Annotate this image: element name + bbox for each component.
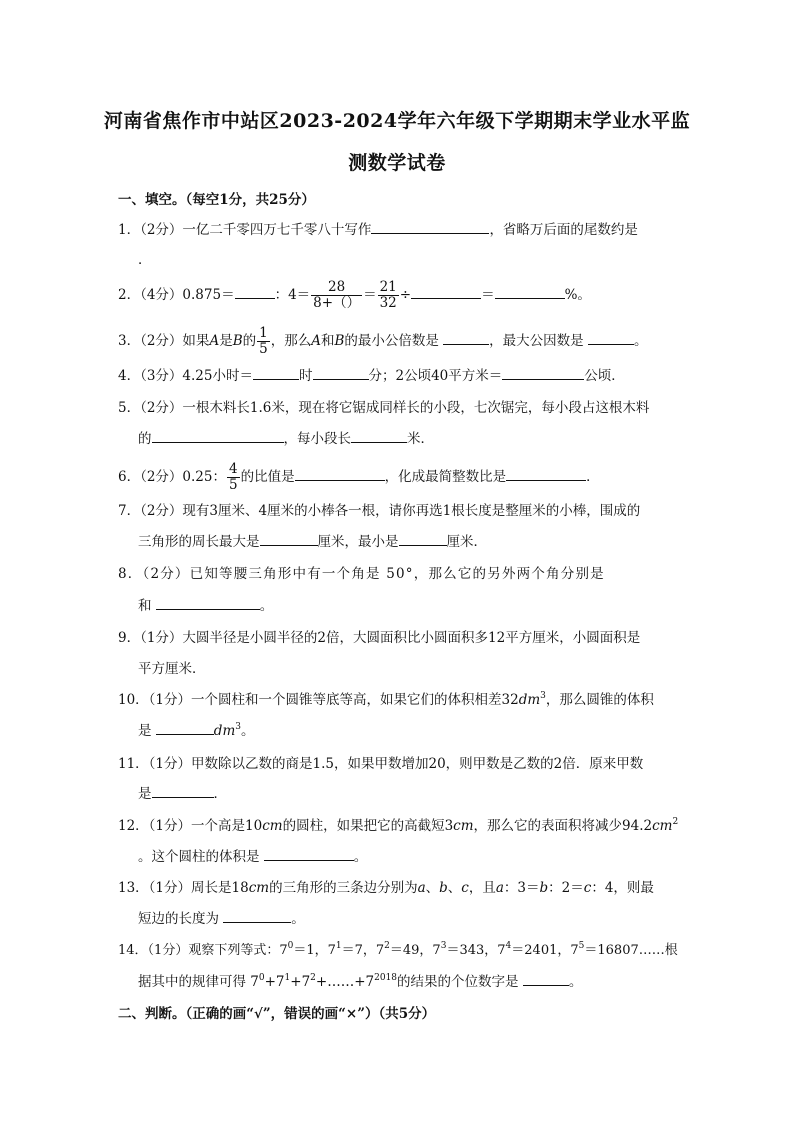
answer-blank[interactable] — [152, 783, 214, 798]
answer-blank[interactable] — [156, 720, 214, 735]
answer-blank[interactable] — [351, 428, 407, 443]
answer-blank[interactable] — [223, 908, 291, 923]
answer-blank[interactable] — [495, 284, 565, 299]
question-10: 10．（1分）一个圆柱和一个圆锥等底等高，如果它们的体积相差$32dm^3$，那么圆锥的体积 — [118, 691, 654, 708]
answer-blank[interactable] — [313, 365, 369, 380]
question-14-cont: 据其中的规律可得 $7^0+7^1+7^2+\dots\dots+7^{2018}$的结果的个位数字是 。 — [138, 973, 583, 990]
question-10-cont: 是 $dm^3$。 — [138, 722, 255, 739]
fraction: $\frac{28}{8+()}$ — [313, 279, 361, 311]
question-14: 14．（1分）观察下列等式：$7^0=1$，$7^1=7$，$7^2=49$，$7^3=343$，$7^4=2401$，$7^5=16807\dots\dots$根 — [118, 941, 678, 958]
question-5: 5．（2分）一根木料长1.6米，现在将它锯成同样长的小段，七次锯完，每小段占这根木料 — [118, 400, 650, 416]
answer-blank[interactable] — [502, 365, 584, 380]
answer-blank[interactable] — [264, 846, 354, 861]
question-1: 1．（2分）一亿二千零四万七千零八十写作 ，省略万后面的尾数约是 — [118, 218, 638, 238]
fraction: $\frac{1}{5}$ — [259, 325, 268, 357]
answer-blank[interactable] — [156, 595, 260, 610]
answer-blank[interactable] — [371, 219, 489, 234]
question-2: 2．（4分）0.875＝ ：4＝ $\frac{28}{8+()}$ ＝ $\frac{21}{32}$ ÷ ＝ %。 — [118, 279, 591, 311]
answer-blank[interactable] — [235, 284, 275, 299]
question-8-cont: 和 。 — [138, 594, 273, 614]
question-6: 6．（2分）0.25： $\frac{4}{5}$ 的比值是 ，化成最简整数比是 ． — [118, 461, 600, 493]
answer-blank[interactable] — [443, 330, 489, 345]
question-11: 11．（1分）甲数除以乙数的商是1.5，如果甲数增加20，则甲数是乙数的2倍．原来甲数 — [118, 756, 644, 772]
answer-blank[interactable] — [399, 531, 447, 546]
question-1-cont: ． — [138, 252, 152, 268]
question-11-cont: 是 ． — [138, 782, 227, 802]
question-7-cont: 三角形的周长最大是 厘米，最小是 厘米． — [138, 530, 487, 550]
answer-blank[interactable] — [152, 428, 284, 443]
answer-blank[interactable] — [523, 971, 569, 986]
answer-blank[interactable] — [506, 466, 586, 481]
question-7: 7．（2分）现有3厘米、4厘米的小棒各一根，请你再选1根长度是整厘米的小棒，围成的 — [118, 503, 641, 519]
question-12-cont: 。这个圆柱的体积是 。 — [138, 845, 367, 865]
question-4: 4．（3分）4.25小时＝ 时 分；2公顷40平方米＝ 公顷． — [118, 364, 625, 384]
question-9-cont: 平方厘米． — [138, 661, 206, 677]
answer-blank[interactable] — [411, 284, 481, 299]
fraction: $\frac{21}{32}$ — [379, 279, 397, 311]
section-heading-true-false: 二、判断。（正确的画“√”，错误的画“×”）（共5分） — [118, 1006, 436, 1022]
question-13-cont: 短边的长度为 。 — [138, 907, 305, 927]
question-13: 13．（1分）周长是18cm的三角形的三条边分别为a、b、c，且a：3＝b：2＝c：4，则最 — [118, 880, 654, 896]
section-heading-fill-in: 一、填空。（每空1分，共25分） — [118, 192, 315, 208]
answer-blank[interactable] — [295, 466, 385, 481]
page-title-line2: 测数学试卷 — [348, 152, 446, 174]
answer-blank[interactable] — [260, 531, 318, 546]
question-5-cont: 的 ，每小段长 米． — [138, 427, 434, 447]
answer-blank[interactable] — [253, 365, 299, 380]
question-8: 8．（2分）已知等腰三角形中有一个角是 50°，那么它的另外两个角分别是 — [118, 566, 605, 582]
page-title-line1: 河南省焦作市中站区2023-2024学年六年级下学期期末学业水平监 — [103, 110, 691, 132]
fraction: $\frac{4}{5}$ — [229, 461, 238, 493]
question-9: 9．（1分）大圆半径是小圆半径的2倍，大圆面积比小圆面积多12平方厘米，小圆面积是 — [118, 630, 641, 646]
question-12: 12．（1分）一个高是10cm的圆柱，如果把它的高截短3cm，那么它的表面积将减少$94.2cm^2$ — [118, 817, 679, 834]
question-3: 3．（2分）如果A是B的 $\frac{1}{5}$ ，那么A和B的最小公倍数是 ，最大公因数是 。 — [118, 325, 648, 357]
answer-blank[interactable] — [588, 330, 634, 345]
